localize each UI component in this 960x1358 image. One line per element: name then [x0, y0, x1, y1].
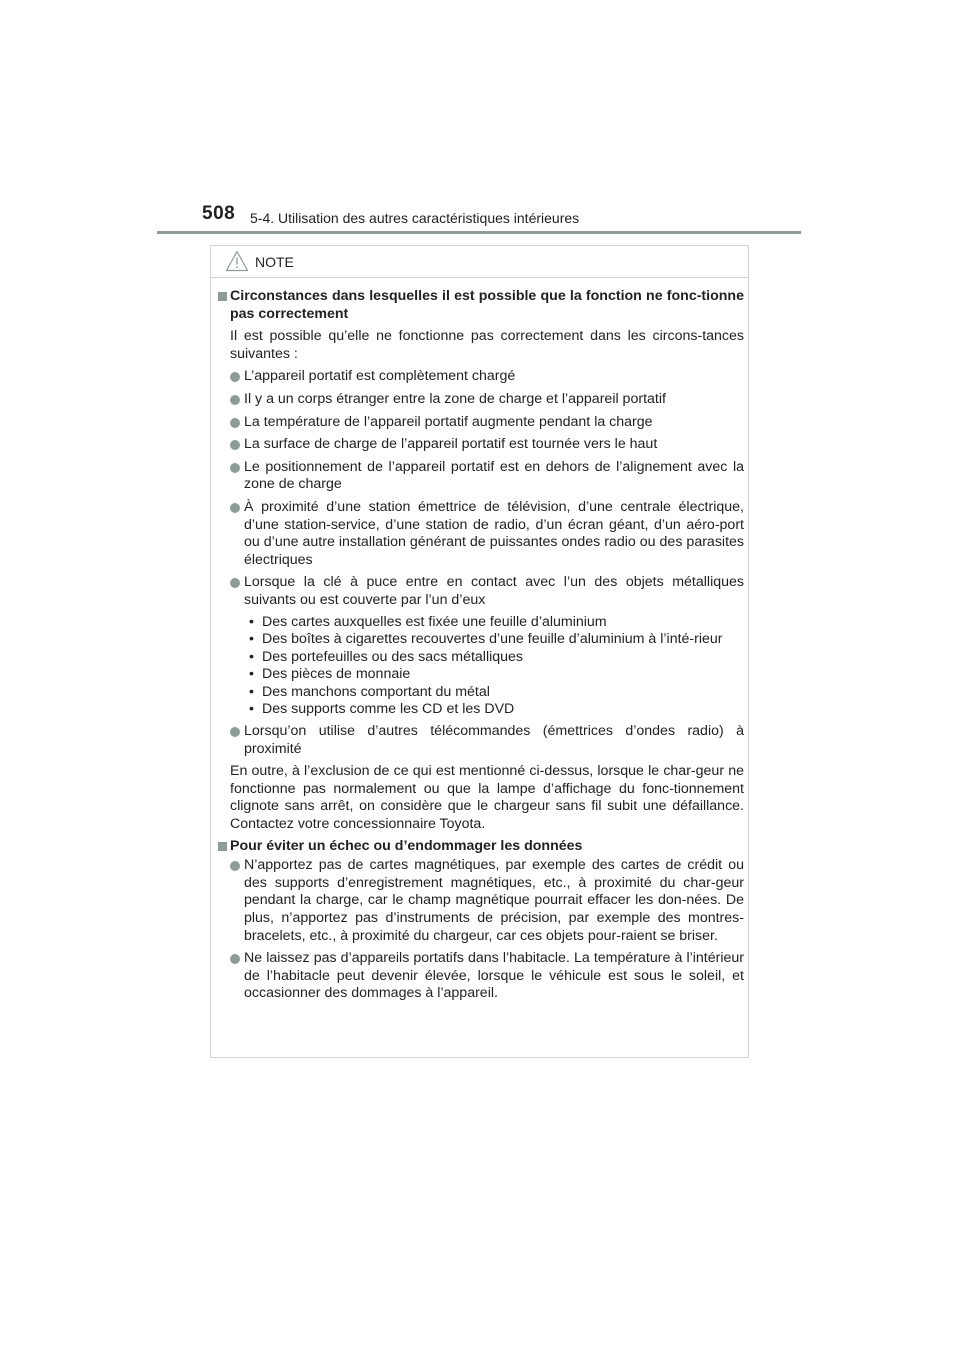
sub-list-item: • Des manchons comportant du métal	[249, 683, 490, 700]
page-header	[0, 0, 960, 240]
list-item-text: À proximité d’une station émettrice de télévision, d’une centrale électrique, d’une station-service, d’une station de radio, d’un écran géant, d’un aéro-port ou d’une autre installation générant de puissantes ondes radio ou des parasites électriques	[244, 498, 744, 568]
note-section-2	[218, 838, 744, 1003]
round-bullet-icon	[230, 395, 240, 405]
section-heading: Circonstances dans lesquelles il est possible que la fonction ne fonc-tionne pas correctement	[230, 288, 744, 322]
round-bullet-icon	[230, 440, 240, 450]
sub-list-item: • Des portefeuilles ou des sacs métalliques	[249, 648, 524, 665]
list-item-text: Lorsqu’on utilise d’autres télécommandes (émettrices d’ondes radio) à proximité	[244, 723, 744, 757]
round-bullet-icon	[230, 418, 240, 428]
round-bullet-icon	[230, 503, 240, 513]
round-bullet-icon	[230, 861, 240, 871]
list-item	[218, 414, 744, 432]
dash-bullet-icon: •	[249, 613, 254, 630]
round-bullet-icon	[230, 954, 240, 964]
sub-list-item: • Des pièces de monnaie	[249, 666, 411, 683]
page-number: 508	[202, 203, 236, 224]
dash-bullet-icon: •	[249, 701, 254, 718]
sub-list-item: • Des boîtes à cigarettes recouvertes d’une feuille d’aluminium à l’inté-rieur	[249, 631, 723, 648]
list-item	[218, 459, 744, 494]
list-item	[218, 950, 744, 1003]
list-item-text: La surface de charge de l’appareil portatif est tournée vers le haut	[244, 436, 658, 453]
round-bullet-icon	[230, 463, 240, 473]
list-item-text: La température de l’appareil portatif augmente pendant la charge	[244, 413, 653, 430]
list-item	[218, 723, 744, 758]
list-item-text: Il y a un corps étranger entre la zone de charge et l’appareil portatif	[244, 390, 666, 407]
round-bullet-icon	[230, 578, 240, 588]
dash-bullet-icon: •	[249, 683, 254, 700]
list-item-text: Ne laissez pas d’appareils portatifs dans l’habitacle. La température à l’intérieur de l’habitacle peut devenir élevée, lorsque le véhicule est sous le soleil, et occasionner des dommages à l’appareil.	[244, 950, 744, 1002]
list-item-text: Lorsque la clé à puce entre en contact avec l’un des objets métalliques suivants ou est couverte par l’un d’eux	[244, 574, 744, 608]
note-header	[211, 246, 748, 278]
list-item	[218, 857, 744, 945]
list-item	[218, 499, 744, 569]
list-item-text: N’apportez pas de cartes magnétiques, par exemple des cartes de crédit ou des supports d’enregistrement magnétiques, etc., à proximité du char-geur pendant la charge, car le champ magnétique pourrait effacer les don-nées. De plus, n’apportez pas d’instruments de précision, par exemple des montres-bracelets, etc., à proximité du chargeur, car ces objets pour-raient se briser.	[244, 857, 744, 944]
dash-bullet-icon: •	[249, 666, 254, 683]
sub-list-item: • Des cartes auxquelles est fixée une feuille d’aluminium	[249, 613, 607, 630]
note-body	[218, 288, 744, 1003]
list-item	[218, 368, 744, 386]
square-bullet-icon	[218, 842, 227, 851]
section-heading: Pour éviter un échec ou d’endommager les données	[230, 837, 583, 854]
warning-triangle-icon	[225, 250, 249, 272]
list-item-text: L’appareil portatif est complètement chargé	[244, 368, 516, 385]
square-bullet-icon	[218, 292, 227, 301]
list-item-text: Le positionnement de l’appareil portatif est en dehors de l’alignement avec la zone de charge	[244, 458, 744, 493]
section-intro: Il est possible qu’elle ne fonctionne pas correctement dans les circons-tances suivantes :	[230, 328, 744, 362]
section-title: 5-4. Utilisation des autres caractéristiques intérieures	[250, 210, 580, 226]
note-box	[210, 245, 749, 1058]
list-item	[218, 436, 744, 454]
note-section-1	[218, 288, 744, 834]
sub-list	[218, 614, 744, 720]
header-divider	[157, 231, 801, 234]
list-item	[218, 391, 744, 409]
dash-bullet-icon: •	[249, 631, 254, 648]
list-item	[218, 574, 744, 609]
closing-paragraph: En outre, à l’exclusion de ce qui est mentionné ci-dessus, lorsque le char-geur ne fonctionne pas normalement ou que la lampe d’affichage du fonc-tionnement clignote sans arrêt, on considère que le chargeur sans fil subit une défaillance. Contactez votre concessionnaire Toyota.	[230, 763, 744, 833]
round-bullet-icon	[230, 727, 240, 737]
note-label: NOTE	[255, 254, 294, 270]
dash-bullet-icon: •	[249, 648, 254, 665]
sub-list-item: • Des supports comme les CD et les DVD	[249, 701, 515, 718]
round-bullet-icon	[230, 372, 240, 382]
